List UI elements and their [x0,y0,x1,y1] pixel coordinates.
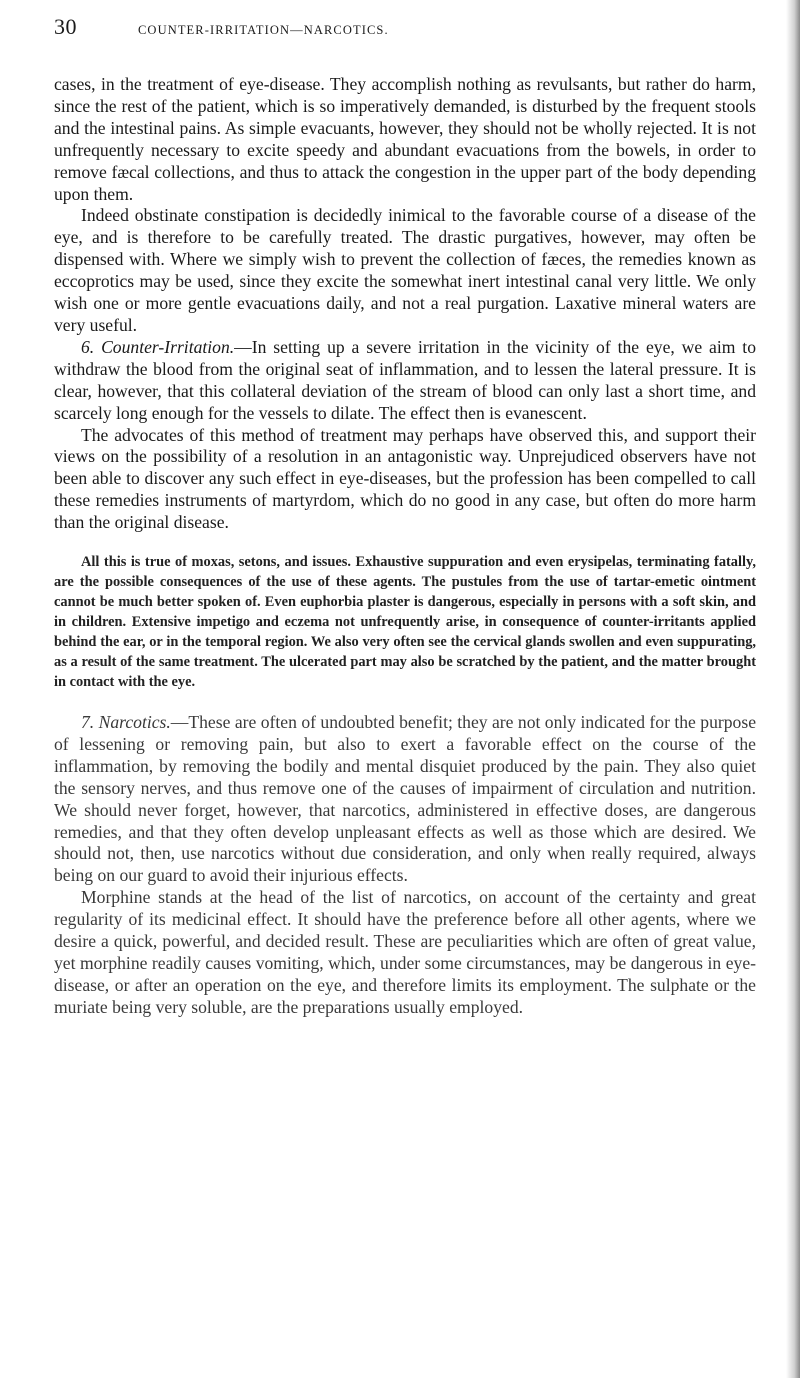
section-heading-narcotics: 7. Narcotics. [81,712,171,733]
paragraph-advocates: The advocates of this method of treatment may perhaps have observed this, and support their views on the possibility of a resolution in an antagonistic way. Unprejudiced observers have not been able to discover any such effect in eye-diseases, but the profession has been compelled to call these remedies instruments of martyrdom, which do no good in any case, but often do more harm than the original disease. [54,424,756,533]
paragraph-constipation: Indeed obstinate constipation is decidedly inimical to the favorable course of a disease of the eye, and is therefore to be carefully treated. The drastic purgatives, however, may often be dispensed with. Where we simply wish to prevent the collection of fæces, the remedies known as eccoprotics may be used, since they excite the somewhat inert intestinal canal very little. We only wish one or more gentle evacuations daily, and not a real purgation. Laxative mineral waters are very useful. [54,205,756,335]
book-page [54,12,756,1019]
paragraph-narcotics [54,712,756,887]
page-number: 30 [54,14,77,39]
counter-irritation-text: —In setting up a severe irritation in the vicinity of the eye, we aim to withdraw the blood from the original seat of inflammation, and to lessen the lateral pressure. It is clear, however, that this collateral deviation of the stream of blood can only last a short time, and scarcely long enough for the vessels to dilate. The effect then is evanescent. [54,336,756,423]
running-head: COUNTER-IRRITATION—NARCOTICS. [138,23,389,37]
paragraph-continuation: cases, in the treatment of eye-disease. They accomplish nothing as revulsants, but rather do harm, since the rest of the patient, which is so imperatively demanded, is disturbed by the frequent stools and the intestinal pains. As simple evacuants, however, they should not be wholly rejected. It is not unfrequently necessary to excite speedy and abundant evacuations from the bowels, in order to remove fæcal collections, and thus to attack the congestion in the upper part of the body depending upon them. [54,74,756,204]
small-print-note [54,552,756,692]
page-header [54,12,756,74]
narcotics-text: —These are often of undoubted benefit; they are not only indicated for the purpose of lessening or removing pain, but also to exert a favorable effect on the course of the inflammation, by removing the bodily and mental disquiet produced by the pain. They also quiet the sensory nerves, and thus remove one of the causes of impairment of circulation and nutrition. We should never forget, however, that narcotics, administered in effective doses, are dangerous remedies, and that they often develop unpleasant effects as well as those which are desired. We should not, then, use narcotics without due consideration, and only when really required, always being on our guard to avoid their injurious effects. [54,712,756,886]
paragraph-counter-irritation [54,337,756,425]
section-heading-counter-irritation: 6. Counter-Irritation. [81,336,235,357]
page-edge-shadow [786,0,800,1378]
small-print-text: All this is true of moxas, setons, and issues. Exhaustive suppuration and even erysipelas, terminating fatally, are the possible consequences of the use of these agents. The pustules from the use of tartar-emetic ointment cannot be much better spoken of. Even euphorbia plaster is dangerous, especially in persons with a soft skin, and in children. Extensive impetigo and eczema not unfrequently arise, in consequence of counter-irritants applied behind the ear, or in the temporal region. We also very often see the cervical glands swollen and even suppurating, as a result of the same treatment. The ulcerated part may also be scratched by the patient, and the matter brought in contact with the eye. [54,554,756,691]
paragraph-morphine: Morphine stands at the head of the list of narcotics, on account of the certainty and great regularity of its medicinal effect. It should have the preference before all other agents, where we desire a quick, powerful, and decided result. These are peculiarities which are often of great value, yet morphine readily causes vomiting, which, under some circumstances, may be dangerous in eye-disease, or after an operation on the eye, and therefore limits its employment. The sulphate or the muriate being very soluble, are the preparations usually employed. [54,887,756,1017]
